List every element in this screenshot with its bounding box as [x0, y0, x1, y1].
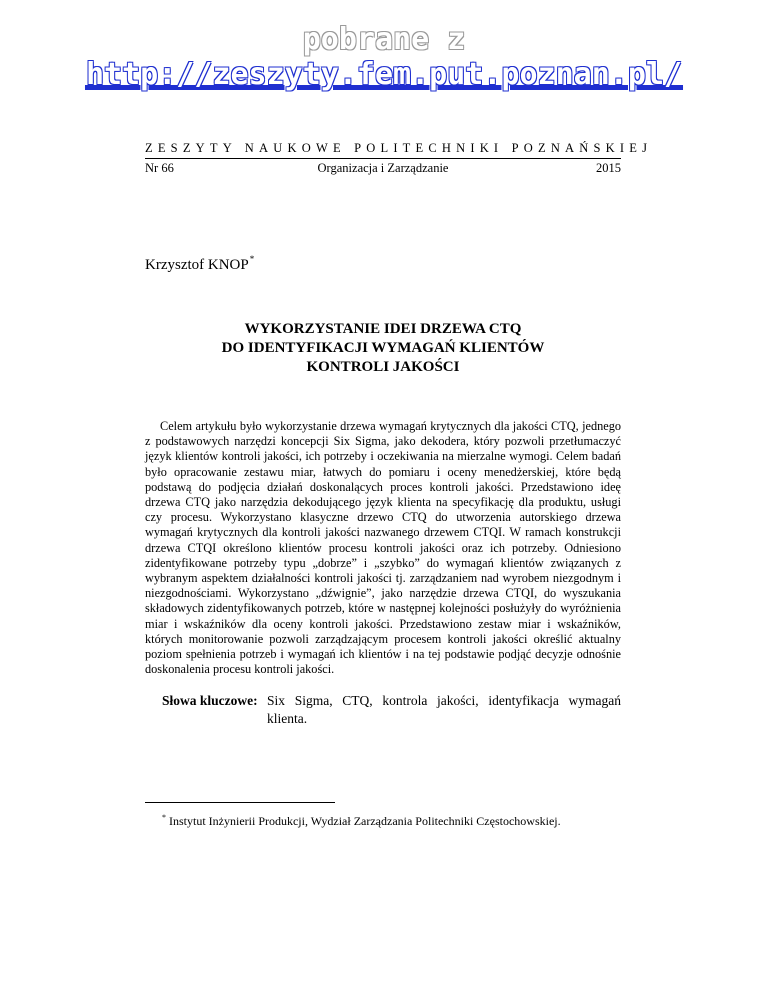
affiliation-footnote — [162, 813, 561, 829]
abstract-paragraph: Celem artykułu było wykorzystanie drzewa wymagań krytycznych dla jakości CTQ, jednego z podstawowych narzędzi koncepcji Six Sigma, jako dekodera, który pozwoli przetłumaczyć język klientów kontroli jakości, ich potrzeby i oczekiwania na mierzalne wymogi. Celem badań było opracowanie zestawu miar, łatwych do pomiaru i oceny menedżerskiej, które będą podstawą do podjęcia działań doskonalących proces kontroli jakości. Przedstawiono ideę drzewa CTQ jako narzędzia dekodującego język klienta na specyfikację dla produktu, usługi czy procesu. Wykorzystano klasyczne drzewo CTQ do utworzenia autorskiego drzewa wymagań krytycznych dla kontroli jakości nazwanego drzewem CTQI. W ramach konstrukcji drzewa CTQI określono klientów procesu kontroli jakości oraz ich potrzeby. Odniesiono zidentyfikowane potrzeby typu „dobrze” i „szybko” do wymagań klientów związanych z wybranym aspektem działalności kontroli jakości tj. zarządzaniem nad wyrobem niezgodnym i niezgodnościami. Wykorzystano „dźwignie”, jako narzędzie drzewa CTQI, do wyszukania składowych zidentyfikowanych potrzeb, które w następnej kolejności posłużyły do wyróżnienia miar i wskaźników dla oceny kontroli jakości. Przedstawiono zestaw miar i wskaźników, których monitorowanie pozwoli zarządzającym procesem kontroli jakości określić aktualny poziom spełnienia potrzeb i wymagań ich klientów i na tej podstawie podjąć decyzje odnośnie doskonalenia procesu kontroli jakości. — [145, 419, 621, 677]
journal-series-title: ZESZYTY NAUKOWE POLITECHNIKI POZNAŃSKIEJ — [145, 141, 653, 155]
keywords-label: Słowa kluczowe: — [162, 693, 258, 708]
source-watermark — [0, 22, 768, 92]
header-divider — [145, 158, 621, 159]
footnote-divider — [145, 802, 335, 803]
title-line: KONTROLI JAKOŚCI — [306, 359, 460, 375]
paper-title — [145, 320, 621, 377]
footnote-text: Instytut Inżynierii Produkcji, Wydział Zarządzania Politechniki Częstochowskiej. — [169, 814, 561, 828]
journal-subject: Organizacja i Zarządzanie — [317, 161, 449, 175]
publication-year: 2015 — [596, 161, 621, 175]
title-line: WYKORZYSTANIE IDEI DRZEWA CTQ — [244, 321, 522, 337]
footnote-mark: * — [162, 813, 166, 822]
author-name: Krzysztof KNOP — [145, 257, 249, 273]
keywords-text: Six Sigma, CTQ, kontrola jakości, identyfikacja wymagań klienta. — [267, 693, 621, 726]
author-line — [145, 254, 254, 274]
watermark-prefix: pobrane z — [302, 22, 466, 57]
journal-meta-row — [145, 161, 621, 177]
title-line: DO IDENTYFIKACJI WYMAGAŃ KLIENTÓW — [221, 340, 545, 356]
watermark-link[interactable]: http://zeszyty.fem.put.poznan.pl/ — [85, 57, 683, 92]
issue-number: Nr 66 — [145, 161, 174, 175]
author-footnote-mark: * — [249, 254, 255, 264]
